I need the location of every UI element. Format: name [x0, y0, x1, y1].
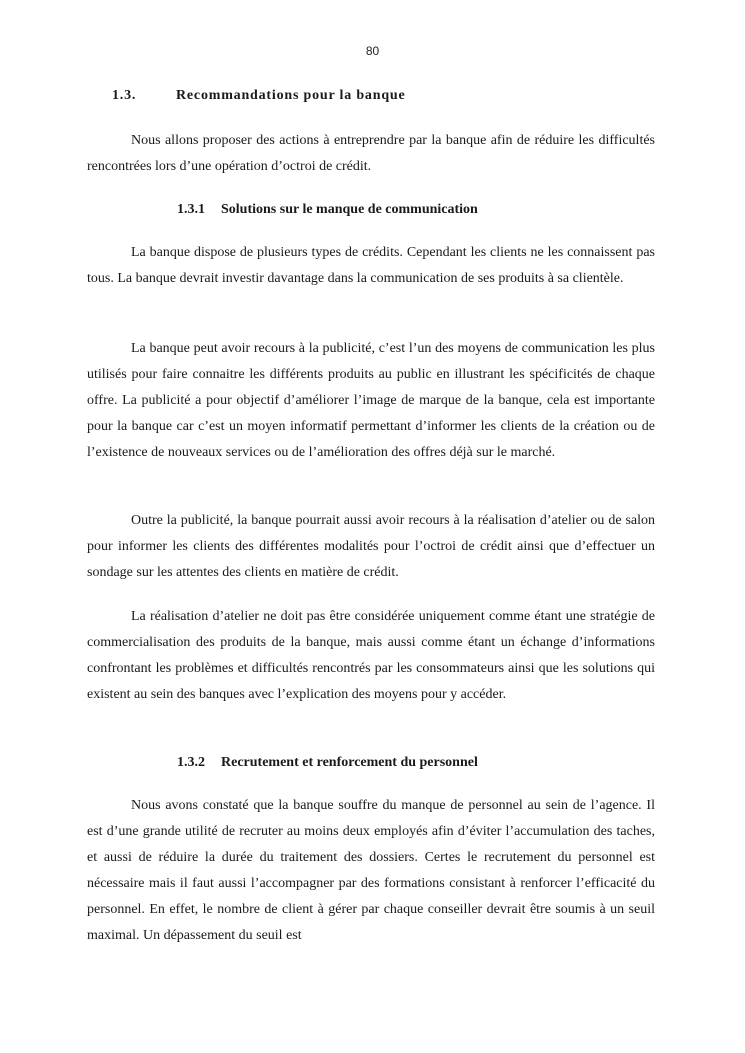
section-number: 1.3. [112, 88, 137, 103]
section-heading [112, 88, 406, 104]
section-title: Recommandations pour la banque [176, 88, 406, 103]
subsection-heading-2 [177, 755, 478, 771]
subsection-title: Solutions sur le manque de communication [221, 202, 478, 217]
subsection-number: 1.3.1 [177, 202, 205, 217]
paragraph-block [87, 793, 655, 949]
subsection-number: 1.3.2 [177, 755, 205, 770]
subsection-title: Recrutement et renforcement du personnel [221, 755, 478, 770]
intro-paragraph: Nous allons proposer des actions à entreprendre par la banque afin de réduire les difficultés rencontrées lors d’une opération d’octroi de crédit. [87, 133, 655, 174]
body-paragraph: Nous avons constaté que la banque souffre du manque de personnel au sein de l’agence. Il est d’une grande utilité de recruter au moins deux employés afin d’éviter l’accumulation des taches, et aussi de réduire la durée du traitement des dossiers. Certes le recrutement du personnel est nécessaire mais il faut aussi l’accompagner par des formations consistant à renforcer l’efficacité du personnel. En effet, le nombre de client à gérer par chaque conseiller devrait être soumis à un seuil maximal. Un dépassement du seuil est [87, 798, 655, 943]
intro-block [87, 128, 655, 180]
paragraph-block [87, 240, 655, 292]
body-paragraph: Outre la publicité, la banque pourrait aussi avoir recours à la réalisation d’atelier ou de salon pour informer les clients des différentes modalités pour l’octroi de crédit ainsi que d’effectuer un sondage sur les attentes des clients en matière de crédit. [87, 513, 655, 580]
body-paragraph: La réalisation d’atelier ne doit pas être considérée uniquement comme étant une stratégie de commercialisation des produits de la banque, mais aussi comme étant un échange d’informations confrontant les problèmes et difficultés rencontrés par les consommateurs ainsi que les solutions qui existent au sein des banques avec l’explication des moyens pour y accéder. [87, 609, 655, 702]
subsection-heading-1 [177, 202, 478, 218]
paragraph-block [87, 508, 655, 586]
paragraph-block [87, 604, 655, 708]
paragraph-block [87, 336, 655, 466]
body-paragraph: La banque peut avoir recours à la publicité, c’est l’un des moyens de communication les plus utilisés pour faire connaitre les différents produits au public en illustrant les spécificités de chaque offre. La publicité a pour objectif d’améliorer l’image de marque de la banque, cela est importante pour la banque car c’est un moyen informatif permettant d’informer les clients de la création ou de l’existence de nouveaux services ou de l’amélioration des offres déjà sur le marché. [87, 341, 655, 460]
page-number: 80 [365, 44, 380, 58]
body-paragraph: La banque dispose de plusieurs types de crédits. Cependant les clients ne les connaissent pas tous. La banque devrait investir davantage dans la communication de ses produits à sa clientèle. [87, 245, 655, 286]
